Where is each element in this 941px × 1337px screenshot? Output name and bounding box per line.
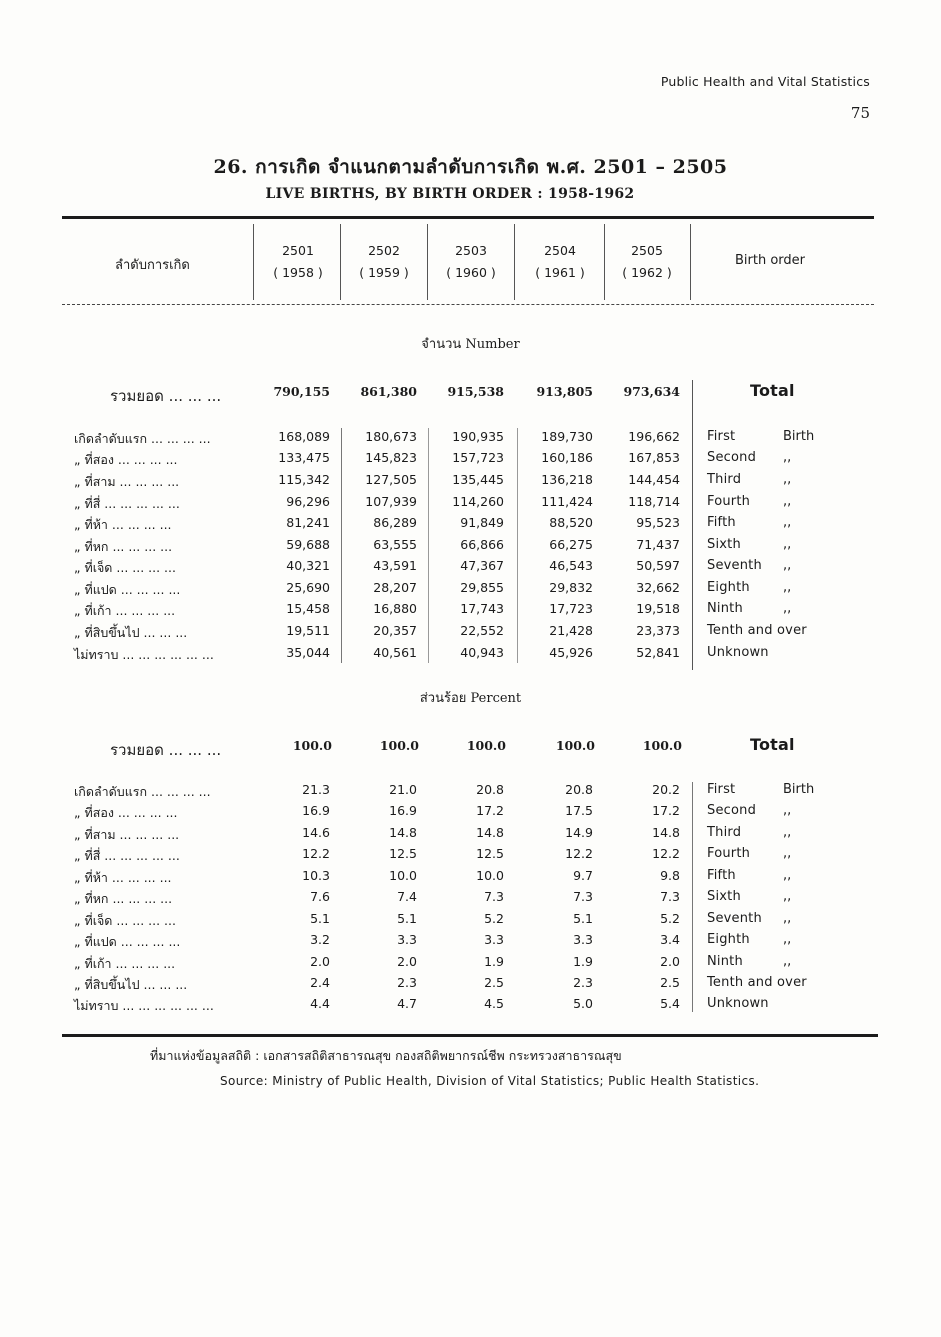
cell-value: 1.9 (484, 954, 504, 969)
row-label-english: Fifth (707, 868, 736, 883)
row-label-thai: ไม่ทราบ ... ... ... ... ... ... (74, 647, 214, 662)
cell-value: 5.2 (484, 911, 504, 926)
cell-value: 17,743 (460, 601, 504, 616)
column-year-be: 2501 (282, 243, 314, 258)
table-row (0, 623, 941, 644)
column-divider (514, 224, 515, 300)
page-number: 75 (850, 104, 870, 122)
row-label-english: First (707, 429, 736, 444)
cell-value: 52,841 (636, 645, 680, 660)
column-year-be: 2504 (544, 243, 576, 258)
cell-value: 157,723 (452, 450, 504, 465)
column-header-2504 (515, 240, 605, 284)
row-label-english: Eighth (707, 580, 750, 595)
cell-value: 40,943 (460, 645, 504, 660)
cell-value: 180,673 (365, 429, 417, 444)
cell-value: 95,523 (636, 515, 680, 530)
cell-value: 135,445 (452, 472, 504, 487)
row-label-thai: รวมยอด ... ... ... (110, 387, 222, 405)
cell-value: 189,730 (541, 429, 593, 444)
column-year-be: 2503 (455, 243, 487, 258)
row-label-english-suffix: ,, (783, 558, 792, 573)
source-note-english: Source: Ministry of Public Health, Division of Vital Statistics; Public Health Statistics. (220, 1074, 760, 1088)
cell-value: 145,823 (365, 450, 417, 465)
row-label-thai: „ ที่สิบขึ้นไป ... ... ... (74, 977, 188, 992)
cell-value: 12.2 (565, 846, 593, 861)
table-title-thai: 26. การเกิด จำแนกตามลำดับการเกิด พ.ศ. 2501 – 2505 (213, 156, 728, 178)
row-label-english-suffix: ,, (783, 601, 792, 616)
cell-value: 1.9 (573, 954, 593, 969)
cell-value: 100.0 (555, 738, 595, 753)
column-divider (604, 224, 605, 300)
cell-value: 100.0 (379, 738, 419, 753)
row-label-thai: „ ที่ห้า ... ... ... ... (74, 870, 172, 885)
table-row (0, 645, 941, 666)
cell-value: 2.4 (310, 975, 330, 990)
row-label-thai: „ ที่หก ... ... ... ... (74, 891, 173, 906)
column-divider (340, 224, 341, 300)
cell-value: 96,296 (286, 494, 330, 509)
cell-value: 16.9 (302, 803, 330, 818)
cell-value: 20.8 (476, 782, 504, 797)
cell-value: 9.8 (660, 868, 680, 883)
table-row-total (0, 381, 941, 405)
cell-value: 29,832 (549, 580, 593, 595)
row-label-english-suffix: Birth (783, 782, 815, 797)
cell-value: 20.8 (565, 782, 593, 797)
cell-value: 7.3 (484, 889, 504, 904)
cell-value: 35,044 (286, 645, 330, 660)
cell-value: 19,518 (636, 601, 680, 616)
cell-value: 7.3 (660, 889, 680, 904)
cell-value: 12.2 (302, 846, 330, 861)
cell-value: 40,561 (373, 645, 417, 660)
row-label-english: Sixth (707, 889, 741, 904)
table-row (0, 975, 941, 996)
cell-value: 100.0 (292, 738, 332, 753)
section-label-number: จำนวน Number (421, 337, 520, 352)
row-label-english-suffix: ,, (783, 825, 792, 840)
cell-value: 10.3 (302, 868, 330, 883)
table-row (0, 537, 941, 558)
row-label-english-suffix: ,, (783, 494, 792, 509)
cell-value: 5.1 (397, 911, 417, 926)
table-row (0, 803, 941, 824)
row-label-thai: „ ที่สาม ... ... ... ... (74, 827, 180, 842)
cell-value: 861,380 (360, 384, 417, 399)
cell-value: 19,511 (286, 623, 330, 638)
row-label-thai: ไม่ทราบ ... ... ... ... ... ... (74, 998, 214, 1013)
row-label-thai: „ ที่สี่ ... ... ... ... ... (74, 496, 180, 511)
table-row (0, 494, 941, 515)
column-header-2505 (605, 240, 689, 284)
row-label-english-suffix: ,, (783, 911, 792, 926)
row-label-thai: „ ที่สอง ... ... ... ... (74, 452, 178, 467)
cell-value: 17.2 (652, 803, 680, 818)
cell-value: 21.3 (302, 782, 330, 797)
bottom-rule (62, 1034, 878, 1037)
row-label-english-suffix: Birth (783, 429, 815, 444)
row-label-english: Second (707, 803, 757, 818)
cell-value: 107,939 (365, 494, 417, 509)
cell-value: 2.5 (484, 975, 504, 990)
table-row (0, 782, 941, 803)
cell-value: 4.7 (397, 996, 417, 1011)
column-year-be: 2502 (368, 243, 400, 258)
cell-value: 2.0 (310, 954, 330, 969)
cell-value: 59,688 (286, 537, 330, 552)
table-row (0, 932, 941, 953)
table-row (0, 580, 941, 601)
column-header-2503 (428, 240, 514, 284)
stub-heading-thai: ลำดับการเกิด (115, 258, 190, 273)
row-label-english: Second (707, 450, 757, 465)
row-label-english-suffix: ,, (783, 803, 792, 818)
cell-value: 190,935 (452, 429, 504, 444)
column-year-ce: ( 1958 ) (273, 265, 323, 280)
cell-value: 14.8 (476, 825, 504, 840)
row-label-english: Third (707, 472, 742, 487)
row-label-english-suffix: ,, (783, 580, 792, 595)
running-head: Public Health and Vital Statistics (660, 74, 870, 89)
cell-value: 127,505 (365, 472, 417, 487)
cell-value: 14.8 (652, 825, 680, 840)
row-label-english: Total (750, 381, 795, 400)
table-row (0, 515, 941, 536)
cell-value: 118,714 (628, 494, 680, 509)
cell-value: 7.4 (397, 889, 417, 904)
table-row (0, 450, 941, 471)
table-row (0, 954, 941, 975)
column-header-2501 (255, 240, 341, 284)
cell-value: 29,855 (460, 580, 504, 595)
row-label-thai: „ ที่หก ... ... ... ... (74, 539, 173, 554)
cell-value: 144,454 (628, 472, 680, 487)
row-label-english-suffix: ,, (783, 932, 792, 947)
column-year-ce: ( 1960 ) (446, 265, 496, 280)
row-label-english: Ninth (707, 601, 743, 616)
row-label-thai: „ ที่สี่ ... ... ... ... ... (74, 848, 180, 863)
column-year-ce: ( 1961 ) (535, 265, 585, 280)
cell-value: 133,475 (278, 450, 330, 465)
table-row (0, 996, 941, 1017)
table-row (0, 558, 941, 579)
cell-value: 14.9 (565, 825, 593, 840)
row-label-english: First (707, 782, 736, 797)
row-label-english: Total (750, 735, 795, 754)
row-label-thai: „ ที่เก้า ... ... ... ... (74, 603, 176, 618)
column-year-be: 2505 (631, 243, 663, 258)
cell-value: 160,186 (541, 450, 593, 465)
cell-value: 66,866 (460, 537, 504, 552)
cell-value: 12.2 (652, 846, 680, 861)
cell-value: 3.3 (573, 932, 593, 947)
cell-value: 81,241 (286, 515, 330, 530)
cell-value: 790,155 (273, 384, 330, 399)
cell-value: 17.2 (476, 803, 504, 818)
row-label-english-suffix: ,, (783, 537, 792, 552)
cell-value: 5.1 (310, 911, 330, 926)
row-label-thai: „ ที่สาม ... ... ... ... (74, 474, 180, 489)
cell-value: 168,089 (278, 429, 330, 444)
table-row-total (0, 735, 941, 759)
row-label-english: Fifth (707, 515, 736, 530)
cell-value: 7.3 (573, 889, 593, 904)
row-label-thai: „ ที่แปด ... ... ... ... (74, 582, 181, 597)
cell-value: 71,437 (636, 537, 680, 552)
cell-value: 10.0 (476, 868, 504, 883)
cell-value: 21,428 (549, 623, 593, 638)
row-label-thai: เกิดลำดับแรก ... ... ... ... (74, 784, 211, 799)
cell-value: 28,207 (373, 580, 417, 595)
cell-value: 111,424 (541, 494, 593, 509)
cell-value: 4.4 (310, 996, 330, 1011)
cell-value: 3.3 (397, 932, 417, 947)
table-row (0, 868, 941, 889)
row-label-english: Unknown (707, 645, 769, 660)
cell-value: 4.5 (484, 996, 504, 1011)
cell-value: 16,880 (373, 601, 417, 616)
row-label-english: Third (707, 825, 742, 840)
row-label-english: Fourth (707, 494, 751, 509)
row-label-english-suffix: ,, (783, 846, 792, 861)
table-row (0, 846, 941, 867)
cell-value: 5.2 (660, 911, 680, 926)
table-row (0, 825, 941, 846)
cell-value: 913,805 (536, 384, 593, 399)
row-label-english: Sixth (707, 537, 741, 552)
cell-value: 9.7 (573, 868, 593, 883)
cell-value: 23,373 (636, 623, 680, 638)
cell-value: 46,543 (549, 558, 593, 573)
source-note-thai: ที่มาแห่งข้อมูลสถิติ : เอกสารสถิติสาธารณสุข กองสถิติพยากรณ์ชีพ กระทรวงสาธารณสุข (150, 1048, 622, 1063)
column-divider (690, 224, 691, 300)
row-label-thai: „ ที่ห้า ... ... ... ... (74, 517, 172, 532)
cell-value: 2.3 (397, 975, 417, 990)
cell-value: 5.0 (573, 996, 593, 1011)
cell-value: 2.0 (660, 954, 680, 969)
cell-value: 50,597 (636, 558, 680, 573)
cell-value: 3.4 (660, 932, 680, 947)
row-label-english-suffix: ,, (783, 889, 792, 904)
cell-value: 12.5 (476, 846, 504, 861)
row-label-english-suffix: ,, (783, 515, 792, 530)
cell-value: 14.8 (389, 825, 417, 840)
cell-value: 45,926 (549, 645, 593, 660)
column-header-2502 (341, 240, 427, 284)
cell-value: 115,342 (278, 472, 330, 487)
row-label-thai: „ ที่เจ็ด ... ... ... ... (74, 560, 176, 575)
row-label-english: Eighth (707, 932, 750, 947)
cell-value: 2.5 (660, 975, 680, 990)
row-label-english-suffix: ,, (783, 954, 792, 969)
row-label-thai: เกิดลำดับแรก ... ... ... ... (74, 431, 211, 446)
column-year-ce: ( 1959 ) (359, 265, 409, 280)
cell-value: 20.2 (652, 782, 680, 797)
cell-value: 12.5 (389, 846, 417, 861)
cell-value: 973,634 (623, 384, 680, 399)
cell-value: 63,555 (373, 537, 417, 552)
row-label-english: Tenth and over (707, 623, 807, 638)
row-label-english: Ninth (707, 954, 743, 969)
cell-value: 43,591 (373, 558, 417, 573)
table-row (0, 911, 941, 932)
row-label-english: Seventh (707, 558, 762, 573)
cell-value: 7.6 (310, 889, 330, 904)
cell-value: 100.0 (466, 738, 506, 753)
stub-heading-english: Birth order (735, 253, 806, 268)
cell-value: 167,853 (628, 450, 680, 465)
column-divider (253, 224, 254, 300)
cell-value: 40,321 (286, 558, 330, 573)
cell-value: 20,357 (373, 623, 417, 638)
cell-value: 10.0 (389, 868, 417, 883)
header-rule (62, 304, 874, 305)
cell-value: 25,690 (286, 580, 330, 595)
top-rule (62, 216, 874, 219)
row-label-thai: „ ที่เก้า ... ... ... ... (74, 956, 176, 971)
row-label-english: Tenth and over (707, 975, 807, 990)
cell-value: 100.0 (642, 738, 682, 753)
cell-value: 88,520 (549, 515, 593, 530)
cell-value: 114,260 (452, 494, 504, 509)
cell-value: 15,458 (286, 601, 330, 616)
table-row (0, 601, 941, 622)
column-divider (427, 224, 428, 300)
row-label-english: Fourth (707, 846, 751, 861)
row-label-english: Seventh (707, 911, 762, 926)
cell-value: 3.2 (310, 932, 330, 947)
cell-value: 2.3 (573, 975, 593, 990)
table-title-english: LIVE BIRTHS, BY BIRTH ORDER : 1958-1962 (265, 186, 635, 202)
cell-value: 66,275 (549, 537, 593, 552)
cell-value: 17.5 (565, 803, 593, 818)
table-row (0, 472, 941, 493)
column-year-ce: ( 1962 ) (622, 265, 672, 280)
row-label-english-suffix: ,, (783, 450, 792, 465)
row-label-english: Unknown (707, 996, 769, 1011)
cell-value: 91,849 (460, 515, 504, 530)
cell-value: 14.6 (302, 825, 330, 840)
cell-value: 915,538 (447, 384, 504, 399)
cell-value: 5.4 (660, 996, 680, 1011)
row-label-thai: รวมยอด ... ... ... (110, 741, 222, 759)
cell-value: 47,367 (460, 558, 504, 573)
row-label-thai: „ ที่เจ็ด ... ... ... ... (74, 913, 176, 928)
cell-value: 16.9 (389, 803, 417, 818)
row-label-english-suffix: ,, (783, 472, 792, 487)
row-label-thai: „ ที่สิบขึ้นไป ... ... ... (74, 625, 188, 640)
cell-value: 136,218 (541, 472, 593, 487)
cell-value: 2.0 (397, 954, 417, 969)
row-label-thai: „ ที่สอง ... ... ... ... (74, 805, 178, 820)
table-row (0, 429, 941, 450)
cell-value: 17,723 (549, 601, 593, 616)
cell-value: 22,552 (460, 623, 504, 638)
cell-value: 5.1 (573, 911, 593, 926)
cell-value: 32,662 (636, 580, 680, 595)
cell-value: 86,289 (373, 515, 417, 530)
table-row (0, 889, 941, 910)
row-label-english-suffix: ,, (783, 868, 792, 883)
cell-value: 21.0 (389, 782, 417, 797)
cell-value: 3.3 (484, 932, 504, 947)
section-label-percent: ส่วนร้อย Percent (419, 691, 522, 706)
cell-value: 196,662 (628, 429, 680, 444)
row-label-thai: „ ที่แปด ... ... ... ... (74, 934, 181, 949)
